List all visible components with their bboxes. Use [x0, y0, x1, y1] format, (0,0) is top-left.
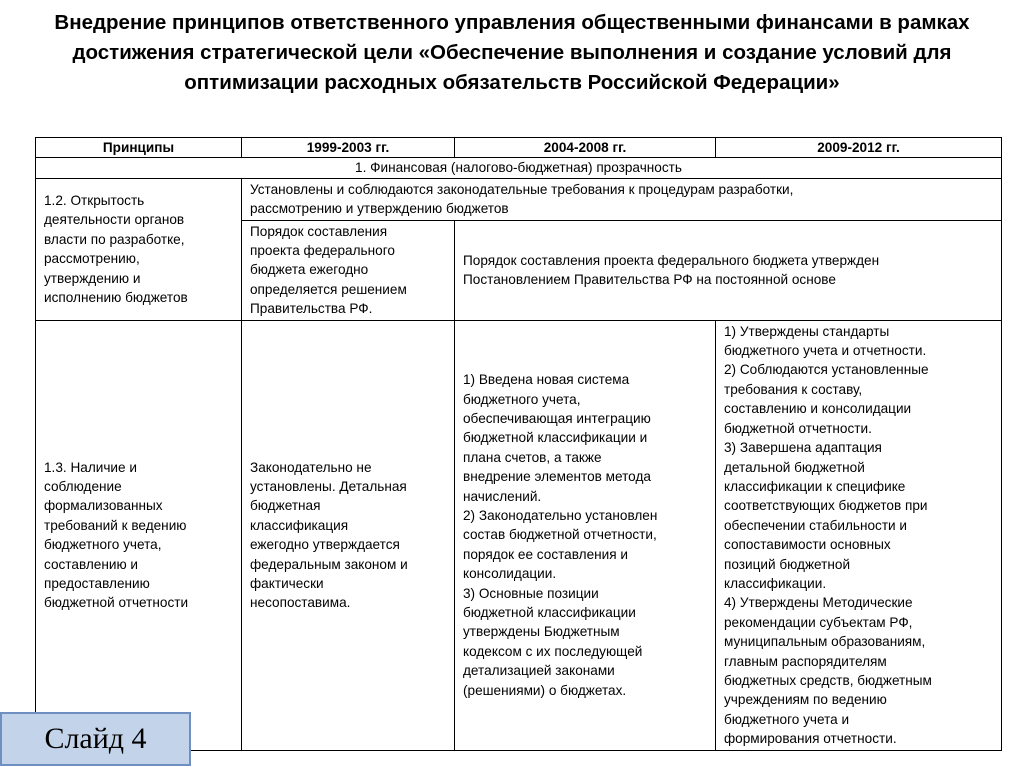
section-row: [36, 158, 1002, 178]
principle-1-2: 1.2. Открытость деятельности органов власти по разработке, рассмотрению, утверждению и исполнению бюджетов: [36, 178, 242, 320]
accounting-2009-2012: 1) Утверждены стандарты бюджетного учета и отчетности. 2) Соблюдаются установленные требования к составу, составлению и консолидации бюджетной отчетности. 3) Завершена адаптация детальной бюджетной классификации к специфике соответствующих бюджетов при обеспечении стабильности и сопоставимости основных позиций бюджетной классификации. 4) Утверждены Методические рекомендации субъектам РФ, муниципальным образованиям, главным распорядителям бюджетных средств, бюджетным учреждениям по ведению бюджетного учета и формирования отчетности.: [716, 320, 1002, 750]
table-header-row: [36, 138, 1002, 158]
procedure-2004-2012: Порядок составления проекта федерального бюджета утвержден Постановлением Правительства РФ на постоянной основе: [455, 220, 1002, 320]
header-2009-2012: 2009-2012 гг.: [716, 138, 1002, 158]
header-1999-2003: 1999-2003 гг.: [242, 138, 455, 158]
table-row: [36, 178, 1002, 220]
header-principles: Принципы: [36, 138, 242, 158]
accounting-1999-2003: Законодательно не установлены. Детальная бюджетная классификация ежегодно утверждается федеральным законом и фактически несопоставима.: [242, 320, 455, 750]
accounting-2004-2008: 1) Введена новая система бюджетного учета, обеспечивающая интеграцию бюджетной классификации и плана счетов, а также внедрение элементов метода начислений. 2) Законодательно установлен состав бюджетной отчетности, порядок ее составления и консолидации. 3) Основные позиции бюджетной классификации утверждены Бюджетным кодексом с их последующей детализацией законами (решениями) о бюджетах.: [455, 320, 716, 750]
principles-table: [35, 137, 1002, 751]
slide-number-badge: Слайд 4: [0, 712, 191, 766]
principle-1-3: 1.3. Наличие и соблюдение формализованных требований к ведению бюджетного учета, составлению и предоставлению бюджетной отчетности: [36, 320, 242, 750]
header-2004-2008: 2004-2008 гг.: [455, 138, 716, 158]
slide-title: Внедрение принципов ответственного управления общественными финансами в рамках достижения стратегической цели «Обеспечение выполнения и создание условий для оптимизации расходных обязательств Российской Федерации»: [54, 11, 970, 94]
section-financial-transparency: 1. Финансовая (налогово-бюджетная) прозрачность: [36, 158, 1002, 178]
procedure-1999-2003: Порядок составления проекта федерального бюджета ежегодно определяется решением Правительства РФ.: [242, 220, 455, 320]
table-row: [36, 320, 1002, 750]
requirements-established-cell: Установлены и соблюдаются законодательные требования к процедурам разработки, рассмотрению и утверждению бюджетов: [242, 178, 1002, 220]
